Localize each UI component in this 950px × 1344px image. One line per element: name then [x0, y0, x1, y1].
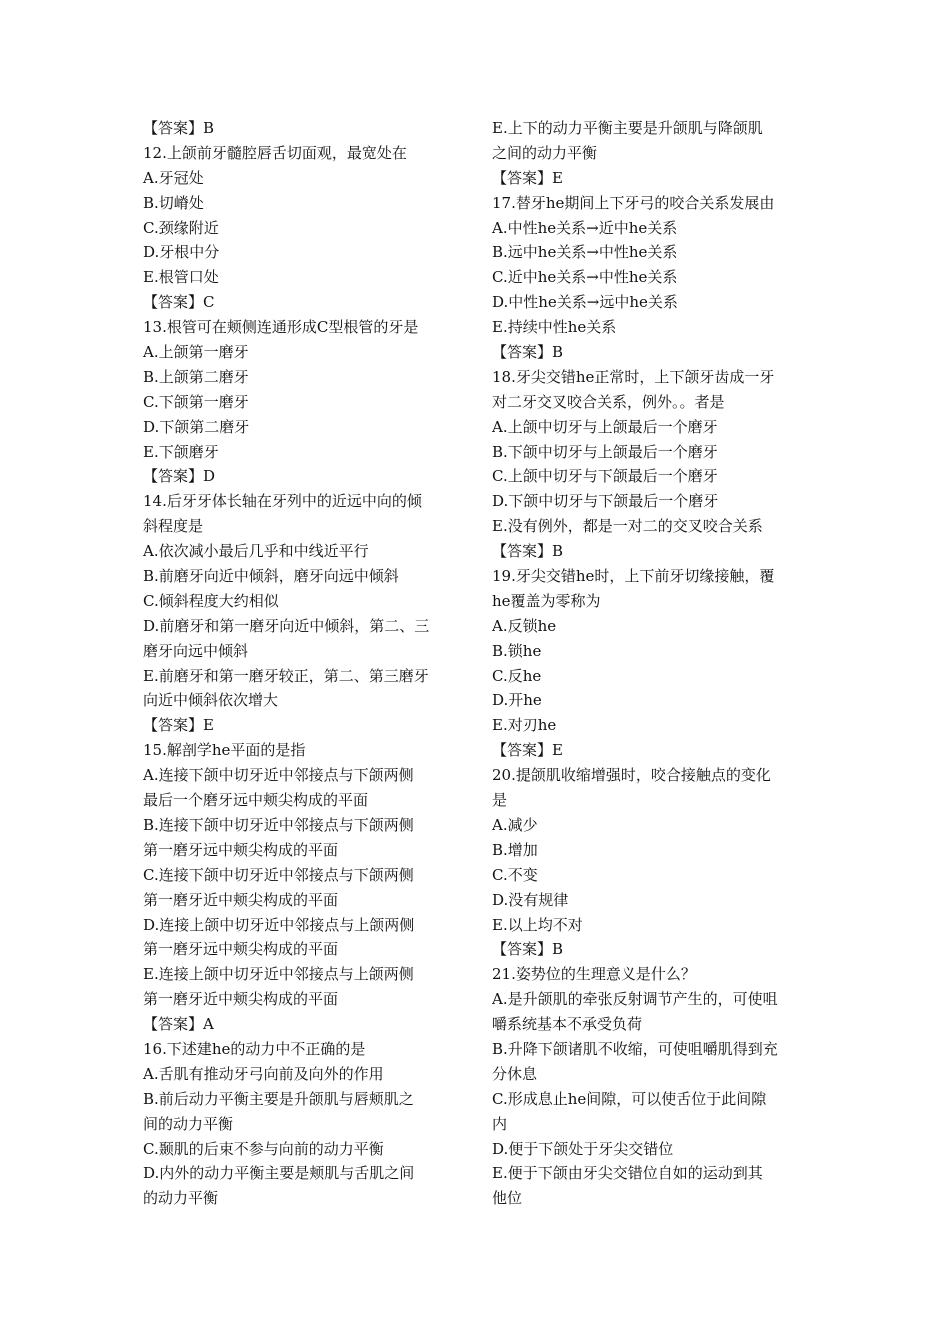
right-column-line: D.中性he关系→远中he关系 — [492, 293, 678, 312]
right-column-line: he覆盖为零称为 — [492, 591, 601, 610]
left-column-line: E.根管口处 — [143, 268, 219, 287]
right-column-line: 18.牙尖交错he正常时，上下颌牙齿成一牙 — [492, 367, 775, 386]
left-column-line: E.连接上颌中切牙近中邻接点与上颌两侧 — [143, 965, 414, 984]
left-column-line: 【答案】E — [143, 716, 214, 735]
left-column-line: C.颞肌的后束不参与向前的动力平衡 — [143, 1139, 384, 1158]
left-column-line: A.舌肌有推动牙弓向前及向外的作用 — [143, 1064, 384, 1083]
right-column-line: C.反he — [492, 666, 542, 685]
left-column-line: D.前磨牙和第一磨牙向近中倾斜，第二、三 — [143, 616, 430, 635]
left-column-line: 【答案】B — [143, 119, 215, 137]
right-column-line: B.增加 — [492, 840, 538, 859]
left-column-line: D.连接上颌中切牙近中邻接点与上颌两侧 — [143, 915, 415, 934]
right-column-line: E.以上均不对 — [492, 915, 583, 934]
left-column-line: 的动力平衡 — [143, 1189, 219, 1208]
right-column-line: B.下颌中切牙与上颌最后一个磨牙 — [492, 442, 718, 461]
left-column-line: B.切嵴处 — [143, 193, 204, 212]
right-column-line: E.没有例外，都是一对二的交叉咬合关系 — [492, 517, 763, 536]
right-column-line: 【答案】E — [492, 168, 563, 187]
right-column-line: A.减少 — [492, 815, 538, 834]
right-column-line: 【答案】B — [492, 940, 564, 959]
left-column-line: C.颈缘附近 — [143, 218, 219, 237]
left-column-line: B.上颌第二磨牙 — [143, 367, 249, 386]
right-column-line: A.中性he关系→近中he关系 — [492, 218, 678, 237]
left-column-line: 16.下述建he的动力中不正确的是 — [143, 1039, 366, 1058]
left-column-line: 第一磨牙近中颊尖构成的平面 — [143, 990, 339, 1009]
right-column-line: D.便于下颌处于牙尖交错位 — [492, 1139, 674, 1158]
right-column-line: C.不变 — [492, 865, 538, 884]
right-column-line: 是 — [492, 791, 508, 810]
left-column-line: 第一磨牙远中颊尖构成的平面 — [143, 940, 339, 959]
right-column-line: E.对刃he — [492, 716, 557, 735]
right-column-line: B.远中he关系→中性he关系 — [492, 243, 678, 262]
right-column-line: 分休息 — [492, 1064, 538, 1083]
right-column-line: E.便于下颌由牙尖交错位自如的运动到其 — [492, 1164, 763, 1183]
right-column-line: 【答案】E — [492, 741, 563, 760]
left-column-line: 最后一个磨牙远中颊尖构成的平面 — [143, 791, 369, 810]
right-column-line: E.上下的动力平衡主要是升颌肌与降颌肌 — [492, 119, 763, 137]
right-column-line: 嚼系统基本不承受负荷 — [492, 1015, 643, 1034]
right-column-line: E.持续中性he关系 — [492, 318, 617, 337]
left-column-line: A.上颌第一磨牙 — [143, 343, 249, 362]
left-column-line: 磨牙向远中倾斜 — [143, 641, 249, 660]
right-column-line: C.形成息止he间隙，可以使舌位于此间隙 — [492, 1089, 767, 1108]
right-column-line: C.近中he关系→中性he关系 — [492, 268, 678, 287]
right-column-line: D.开he — [492, 691, 542, 710]
left-column-line: A.连接下颌中切牙近中邻接点与下颌两侧 — [143, 766, 414, 785]
right-column-line: 内 — [492, 1114, 508, 1133]
left-column-line: D.下颌第二磨牙 — [143, 417, 250, 436]
right-column-line: D.下颌中切牙与下颌最后一个磨牙 — [492, 492, 719, 511]
left-column-line: 14.后牙牙体长轴在牙列中的近远中向的倾 — [143, 492, 422, 511]
right-column-line: 他位 — [492, 1189, 523, 1208]
right-column-line: D.没有规律 — [492, 890, 569, 909]
right-column-line: C.上颌中切牙与下颌最后一个磨牙 — [492, 467, 718, 486]
left-column — [143, 116, 468, 1211]
left-column-line: 第一磨牙远中颊尖构成的平面 — [143, 840, 339, 859]
left-column-line: C.下颌第一磨牙 — [143, 392, 249, 411]
left-column-line: B.前后动力平衡主要是升颌肌与唇颊肌之 — [143, 1089, 414, 1108]
left-column-line: 12.上颌前牙髓腔唇舌切面观，最宽处在 — [143, 143, 407, 162]
left-column-line: 【答案】D — [143, 467, 216, 486]
left-column-line: 【答案】A — [143, 1015, 214, 1034]
left-column-line: 15.解剖学he平面的是指 — [143, 741, 306, 760]
right-column-line: 之间的动力平衡 — [492, 143, 598, 162]
right-column-line: B.升降下颌诸肌不收缩，可使咀嚼肌得到充 — [492, 1039, 778, 1058]
left-column-line: 13.根管可在颊侧连通形成C型根管的牙是 — [143, 318, 419, 337]
right-column-line: 【答案】B — [492, 343, 564, 362]
right-column-line: 17.替牙he期间上下牙弓的咬合关系发展由 — [492, 193, 775, 212]
right-column-line: 20.提颌肌收缩增强时，咬合接触点的变化 — [492, 766, 771, 785]
left-column-line: 向近中倾斜依次增大 — [143, 691, 279, 710]
right-column-line: 19.牙尖交错he时，上下前牙切缘接触，覆 — [492, 567, 775, 586]
left-column-line: C.连接下颌中切牙近中邻接点与下颌两侧 — [143, 865, 414, 884]
left-column-line: 间的动力平衡 — [143, 1114, 234, 1133]
right-column-line: 【答案】B — [492, 542, 564, 561]
left-column-line: D.内外的动力平衡主要是颊肌与舌肌之间 — [143, 1164, 415, 1183]
left-column-line: A.依次减小最后几乎和中线近平行 — [143, 542, 369, 561]
left-column-line: E.下颌磨牙 — [143, 442, 219, 461]
left-column-line: B.连接下颌中切牙近中邻接点与下颌两侧 — [143, 815, 414, 834]
right-column-line: A.上颌中切牙与上颌最后一个磨牙 — [492, 417, 718, 436]
right-column-line: A.是升颌肌的牵张反射调节产生的，可使咀 — [492, 990, 778, 1009]
left-column-line: E.前磨牙和第一磨牙较正，第二、第三磨牙 — [143, 666, 429, 685]
right-column-line: B.锁he — [492, 641, 542, 660]
left-column-line: 斜程度是 — [143, 517, 204, 536]
right-column-line: 21.姿势位的生理意义是什么？ — [492, 965, 696, 984]
left-column-line: D.牙根中分 — [143, 243, 220, 262]
right-column-line: 对二牙交叉咬合关系，例外。。者是 — [492, 392, 725, 411]
left-column-line: A.牙冠处 — [143, 168, 204, 187]
right-column — [492, 116, 817, 1211]
right-column-line: A.反锁he — [492, 616, 557, 635]
left-column-line: 第一磨牙近中颊尖构成的平面 — [143, 890, 339, 909]
left-column-line: C.倾斜程度大约相似 — [143, 591, 279, 610]
left-column-line: 【答案】C — [143, 293, 215, 312]
left-column-line: B.前磨牙向近中倾斜，磨牙向远中倾斜 — [143, 567, 399, 586]
